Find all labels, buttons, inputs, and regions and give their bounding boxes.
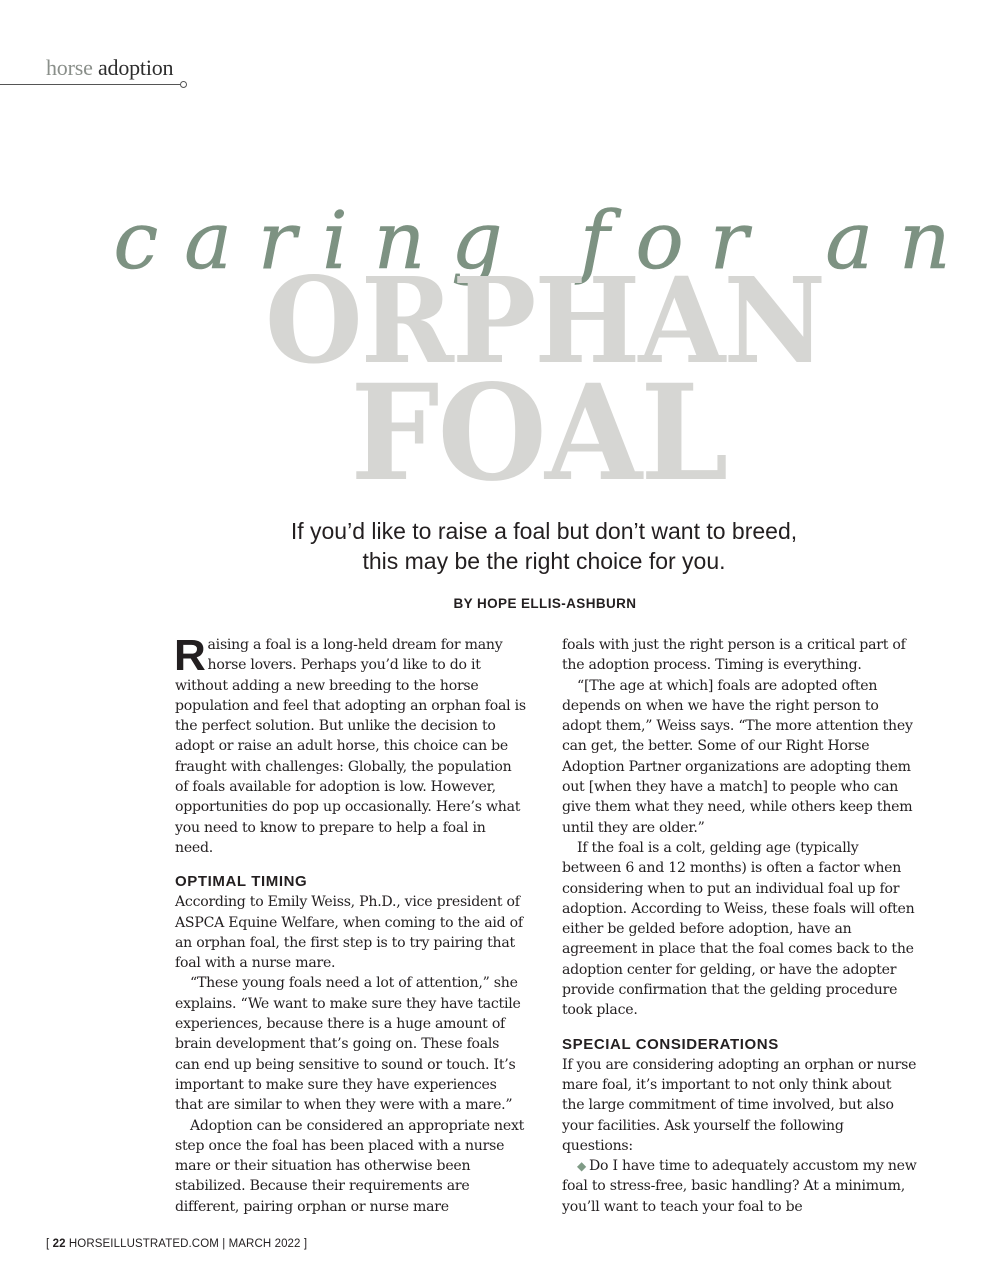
bullet-text: Do I have time to adequately accustom my new foal to stress-free, basic handling? At a minimum, you’ll want to teach your foal to be (562, 1158, 917, 1215)
footer-separator: | (222, 1238, 226, 1250)
bullet-paragraph (562, 1156, 917, 1217)
section-rule (0, 84, 184, 85)
paragraph: “[The age at which] foals are adopted often depends on when we have the right person to adopt them,” Weiss says. “The more attention they can get, the better. Some of our Right Horse Adoption Partner organizations are adopting them out [when they have a match] to people who can give them what they need, while others keep them until they are older.” (562, 677, 913, 836)
paragraph-text: aising a foal is a long-held dream for many horse lovers. Perhaps you’d like to do it without adding a new breeding to the horse population and feel that adopting an orphan foal is the perfect solution. But unlike the decision to adopt or raise an adult horse, this choice can be fraught with challenges: Globally, the population of foals available for adoption is low. However, opportunities do pop up occasionally. Here’s what you need to know to prepare to help a foal in need. (175, 637, 526, 856)
title-script-text: caring for an (113, 194, 977, 287)
paragraph: foals with just the right person is a critical part of the adoption process. Timing is everything. (562, 637, 906, 674)
paragraph (174, 631, 527, 858)
title-foal: FOAL (350, 356, 727, 511)
footer-bracket-close: ] (303, 1238, 308, 1250)
footer-site: HORSEILLUSTRATED.COM (68, 1238, 219, 1250)
dek-line-1: If you’d like to raise a foal but don’t want to breed, (290, 518, 798, 544)
article-column-1 (174, 631, 527, 1217)
dek-line-2: this may be the right choice for you. (362, 548, 726, 574)
paragraph: Adoption can be considered an appropriate next step once the foal has been placed with a nurse mare or their situation has otherwise been stabilized. Because their requirements are different, pairing orphan or nurse mare (175, 1117, 525, 1215)
byline: BY HOPE ELLIS-ASHBURN (453, 596, 637, 611)
title-orphan: ORPHAN (264, 251, 825, 390)
diamond-bullet-icon: ◆ (577, 1159, 586, 1174)
section-rule-dot (180, 81, 187, 88)
section-label-light: horse (46, 55, 93, 80)
page-footer (46, 1238, 307, 1250)
footer-bracket-open: [ (46, 1238, 50, 1250)
section-label (46, 55, 173, 81)
page-number: 22 (52, 1238, 66, 1250)
subhead-special-considerations: SPECIAL CONSIDERATIONS (562, 1035, 779, 1053)
paragraph: According to Emily Weiss, Ph.D., vice president of ASPCA Equine Welfare, when coming to the aid of an orphan foal, the first step is to try pairing that foal with a nurse mare. (175, 894, 523, 972)
section-label-dark: adoption (97, 55, 174, 80)
paragraph: If the foal is a colt, gelding age (typically between 6 and 12 months) is often a factor when considering when to put an individual foal up for adoption. According to Weiss, these foals will often either be gelded before adoption, have an agreement in place that the foal comes back to the adoption center for gelding, or have the adopter provide confirmation that the gelding procedure took place. (562, 839, 915, 1019)
subhead-optimal-timing: OPTIMAL TIMING (175, 873, 308, 891)
dek (262, 516, 826, 576)
paragraph: “These young foals need a lot of attention,” she explains. “We want to make sure they have tactile experiences, because there is a huge amount of brain development that’s going on. These foals can end up being sensitive to sound or touch. It’s important to make sure they have experiences that are similar to when they were with a mare.” (175, 975, 521, 1114)
footer-issue: MARCH 2022 (228, 1238, 301, 1250)
article-column-2 (562, 635, 917, 1217)
drop-cap: R (174, 631, 206, 680)
paragraph: If you are considering adopting an orphan or nurse mare foal, it’s important to not only think about the large commitment of time involved, but also your facilities. Ask yourself the following questions: (562, 1056, 917, 1154)
